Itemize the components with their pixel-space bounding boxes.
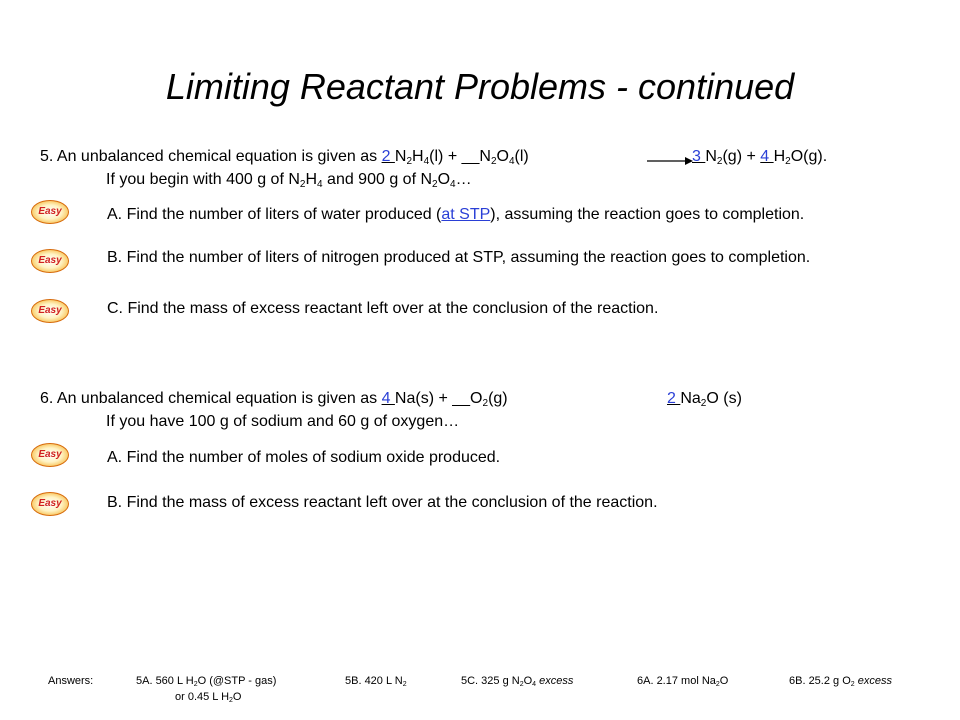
- easy-badge[interactable]: Easy: [31, 200, 69, 224]
- easy-badge[interactable]: Easy: [31, 249, 69, 273]
- reaction-arrow-icon: [647, 155, 693, 167]
- problem-6-prefix: 6. An unbalanced chemical equation is given as: [40, 390, 382, 407]
- problem-5a: A. Find the number of liters of water produced (at STP), assuming the reaction goes to completion.: [107, 206, 805, 223]
- problem-6-equation: 6. An unbalanced chemical equation is given as 4 $Na(s) + \_\_O_2(g)$: [40, 390, 508, 409]
- answer-5b: 5B. 420 L $N_2$: [345, 675, 407, 688]
- answer-6a: 6A. 2.17 mol $Na_2O$: [637, 675, 729, 688]
- problem-5c: C. Find the mass of excess reactant left over at the conclusion of the reaction.: [107, 300, 659, 317]
- problem-6-products: 2 $Na_2O$ (s): [667, 390, 742, 409]
- problem-6a: A. Find the number of moles of sodium oxide produced.: [107, 449, 501, 466]
- problem-5-prefix: 5. An unbalanced chemical equation is given as: [40, 148, 382, 165]
- easy-badge[interactable]: Easy: [31, 299, 69, 323]
- problem-6b: B. Find the mass of excess reactant left over at the conclusion of the reaction.: [107, 494, 658, 511]
- coefficient-n2: 3: [692, 148, 706, 165]
- problem-5-equation: 5. An unbalanced chemical equation is given as 2 $N_2H_4(l)$ + $\_\_N_2O_4(l)$: [40, 148, 529, 167]
- easy-badge[interactable]: Easy: [31, 443, 69, 467]
- page-title: Limiting Reactant Problems - continued: [165, 66, 795, 107]
- answers-label: Answers:: [48, 675, 94, 687]
- coefficient-h2o: 4: [760, 148, 774, 165]
- answer-5a: 5A. 560 L $H_2O$ (@STP - gas): [136, 675, 277, 688]
- coefficient-n2h4: 2: [381, 148, 395, 165]
- coefficient-na2o: 2: [667, 390, 681, 407]
- problem-5-products: 3 $N_2(g) + 4$ $H_2O(g)$.: [692, 148, 828, 167]
- easy-badge[interactable]: Easy: [31, 492, 69, 516]
- problem-6-given: If you have 100 g of sodium and 60 g of oxygen…: [106, 413, 460, 430]
- coefficient-o2: __: [452, 390, 471, 407]
- coefficient-na: 4: [381, 390, 395, 407]
- problem-5b: B. Find the number of liters of nitrogen produced at STP, assuming the reaction goes to completion.: [107, 249, 811, 266]
- answer-5c: 5C. 325 g $N_2O_4$ excess: [461, 675, 574, 688]
- at-stp-link[interactable]: at STP: [441, 206, 491, 223]
- coefficient-n2o4: __: [461, 148, 480, 165]
- problem-5-given: If you begin with 400 g of $N_2H_4$ and 900 g of $N_2O_4\dots$: [106, 171, 472, 190]
- answer-5a-alt: or 0.45 L $H_2O$: [175, 691, 242, 704]
- answer-6b: 6B. 25.2 g $O_2$ excess: [789, 675, 892, 688]
